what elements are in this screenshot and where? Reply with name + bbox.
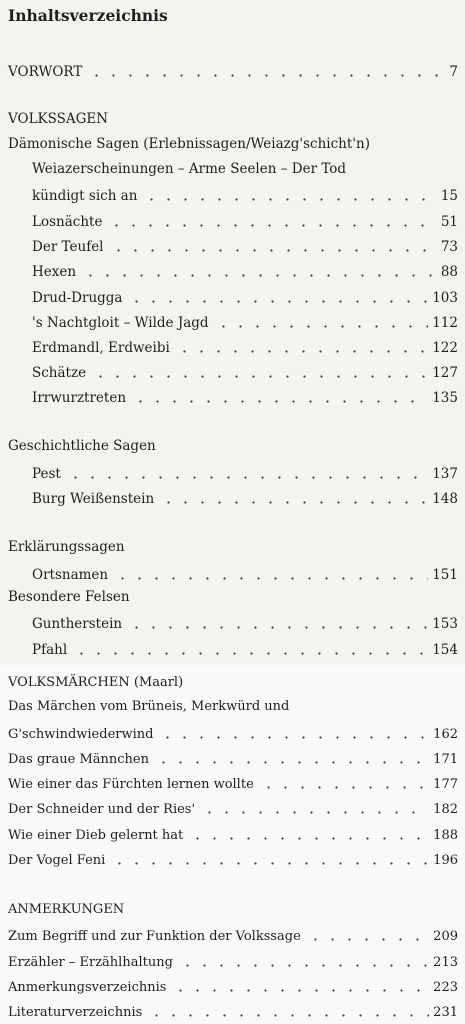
toc-entry[interactable] <box>32 487 458 507</box>
entry-page: 127 <box>432 365 458 381</box>
dot-leader <box>260 786 429 789</box>
toc-entry[interactable] <box>8 823 458 843</box>
dot-leader <box>128 626 428 629</box>
entry-label: Literaturverzeichnis <box>8 1005 143 1020</box>
dot-leader <box>128 300 428 303</box>
dot-leader <box>73 652 428 655</box>
dot-leader <box>176 350 428 353</box>
toc-entry[interactable] <box>32 210 458 230</box>
toc-entry[interactable] <box>8 722 458 742</box>
toc-entry[interactable] <box>32 462 458 482</box>
entry-label: VORWORT <box>8 64 83 80</box>
entry-label: Wie einer Dieb gelernt hat <box>8 828 184 843</box>
entry-label: Zum Begriff und zur Funktion der Volkssage <box>8 929 301 944</box>
dot-leader <box>143 198 436 201</box>
entry-page: 177 <box>433 777 458 792</box>
entry-label: Ortsnamen <box>32 567 109 583</box>
dot-leader <box>215 325 429 328</box>
toc-entry[interactable] <box>32 638 458 658</box>
dot-leader <box>160 501 428 504</box>
dot-leader <box>82 274 437 277</box>
dot-leader <box>307 938 429 941</box>
entry-page: 196 <box>433 853 458 868</box>
entry-page: 122 <box>432 340 458 356</box>
entry-page: 162 <box>433 727 458 742</box>
entry-page: 135 <box>432 390 458 406</box>
entry-label: Erdmandl, Erdweibi <box>32 340 170 356</box>
entry-label: Der Vogel Feni <box>8 853 106 868</box>
entry-page: 231 <box>433 1005 458 1020</box>
toc-entry[interactable] <box>32 361 458 381</box>
dot-leader <box>111 862 429 865</box>
dot-leader <box>88 74 445 77</box>
entry-label: Hexen <box>32 264 77 280</box>
toc-entry[interactable] <box>32 336 458 356</box>
dot-leader <box>189 837 429 840</box>
entry-label: Pfahl <box>32 642 68 658</box>
entry-page: 213 <box>433 955 458 970</box>
dot-leader <box>155 761 429 764</box>
section-heading-anmerkungen: ANMERKUNGEN <box>8 902 125 917</box>
section-heading-maerchen: VOLKSMÄRCHEN (Maarl) <box>8 675 184 690</box>
toc-entry[interactable] <box>8 924 458 944</box>
entry-label: Der Schneider und der Ries' <box>8 802 196 817</box>
entry-label: Drud-Drugga <box>32 290 123 306</box>
entry-label: kündigt sich an <box>32 188 138 204</box>
entry-page: 154 <box>432 642 458 658</box>
toc-entry[interactable] <box>32 235 458 255</box>
entry-label: Losnächte <box>32 214 103 230</box>
toc-entry[interactable] <box>8 747 458 767</box>
dot-leader <box>92 375 428 378</box>
entry-page: 171 <box>433 752 458 767</box>
dot-leader <box>108 224 436 227</box>
entry-label: Pest <box>32 466 61 482</box>
entry-page: 88 <box>440 264 458 280</box>
toc-entry[interactable] <box>8 797 458 817</box>
dot-leader <box>148 1014 429 1017</box>
entry-label: G'schwindwiederwind <box>8 727 154 742</box>
entry-page: 51 <box>440 214 458 230</box>
dot-leader <box>179 964 429 967</box>
toc-entry[interactable] <box>8 848 458 868</box>
entry-label: Burg Weißenstein <box>32 491 155 507</box>
subsection-heading-felsen: Besondere Felsen <box>8 589 130 605</box>
dot-leader <box>201 811 429 814</box>
toc-entry[interactable] <box>8 772 458 792</box>
dot-leader <box>172 989 429 992</box>
toc-entry[interactable] <box>32 184 458 204</box>
toc-entry[interactable] <box>32 563 458 583</box>
entry-page: 73 <box>440 239 458 255</box>
entry-first-line: Weiazerscheinungen – Arme Seelen – Der Tod <box>32 161 347 177</box>
section-heading-volkssagen: VOLKSSAGEN <box>8 111 109 127</box>
toc-entry[interactable] <box>32 311 458 331</box>
entry-page: 209 <box>433 929 458 944</box>
entry-page: 7 <box>449 64 458 80</box>
entry-page: 223 <box>433 980 458 995</box>
dot-leader <box>159 736 429 739</box>
entry-label: Der Teufel <box>32 239 104 255</box>
entry-page: 153 <box>432 616 458 632</box>
entry-label: Schätze <box>32 365 87 381</box>
dot-leader <box>67 476 428 479</box>
toc-entry[interactable] <box>32 612 458 632</box>
entry-first-line: Das Märchen vom Brüneis, Merkwürd und <box>8 699 290 714</box>
dot-leader <box>114 577 428 580</box>
toc-entry[interactable] <box>8 975 458 995</box>
toc-entry[interactable] <box>32 260 458 280</box>
dot-leader <box>110 249 437 252</box>
entry-label: Das graue Männchen <box>8 752 149 767</box>
toc-entry[interactable] <box>8 950 458 970</box>
entry-label: Irrwurztreten <box>32 390 127 406</box>
entry-page: 182 <box>433 802 458 817</box>
entry-label: Anmerkungsverzeichnis <box>8 980 167 995</box>
subsection-heading-erklaerung: Erklärungssagen <box>8 539 125 555</box>
entry-label: 's Nachtgloit – Wilde Jagd <box>32 315 209 331</box>
entry-label: Guntherstein <box>32 616 123 632</box>
entry-page: 188 <box>433 828 458 843</box>
toc-entry[interactable] <box>32 386 458 406</box>
toc-entry[interactable] <box>32 286 458 306</box>
toc-entry-vorwort[interactable] <box>8 60 458 80</box>
subsection-heading-geschichtliche: Geschichtliche Sagen <box>8 438 156 454</box>
entry-label: Erzähler – Erzählhaltung <box>8 955 173 970</box>
dot-leader <box>132 400 428 403</box>
subsection-heading-daemonische: Dämonische Sagen (Erlebnissagen/Weiazg'schicht'n) <box>8 136 370 152</box>
page-title: Inhaltsverzeichnis <box>8 6 168 25</box>
entry-page: 137 <box>432 466 458 482</box>
entry-label: Wie einer das Fürchten lernen wollte <box>8 777 254 792</box>
entry-page: 15 <box>440 188 458 204</box>
entry-page: 148 <box>432 491 458 507</box>
toc-entry[interactable] <box>8 1000 458 1020</box>
lower-page-area <box>0 665 465 1024</box>
entry-page: 112 <box>432 315 458 331</box>
entry-page: 103 <box>432 290 458 306</box>
entry-page: 151 <box>432 567 458 583</box>
